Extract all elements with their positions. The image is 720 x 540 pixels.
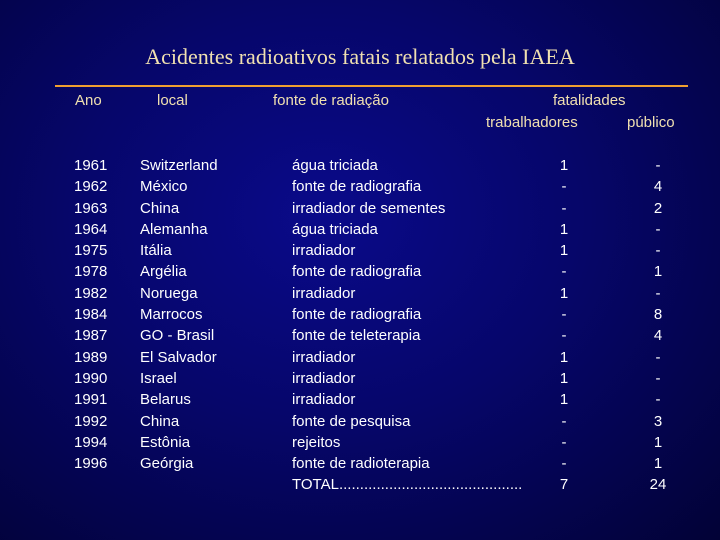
cell-publico: 4 bbox=[653, 178, 663, 196]
cell-local: Estônia bbox=[140, 433, 191, 451]
header-local: local bbox=[157, 92, 188, 109]
cell-local: China bbox=[140, 412, 180, 430]
cell-publico: - bbox=[655, 284, 661, 302]
cell-local: Noruega bbox=[140, 284, 198, 302]
cell-ano: 1989 bbox=[74, 348, 108, 366]
cell-publico: 8 bbox=[653, 306, 663, 324]
cell-trabalhadores: - bbox=[561, 306, 567, 324]
cell-ano: 1961 bbox=[74, 157, 108, 174]
cell-local: Switzerland bbox=[140, 157, 218, 174]
cell-ano: 1996 bbox=[74, 455, 108, 473]
cell-fonte: fonte de radiografia bbox=[292, 263, 422, 281]
cell-publico: 4 bbox=[653, 327, 663, 345]
cell-trabalhadores: 1 bbox=[559, 157, 569, 174]
cell-fonte: fonte de radioterapia bbox=[292, 455, 430, 473]
cell-local: China bbox=[140, 199, 180, 217]
cell-ano: 1964 bbox=[74, 220, 108, 238]
cell-publico: - bbox=[655, 369, 661, 387]
cell-ano: 1987 bbox=[74, 327, 108, 345]
cell-publico: - bbox=[655, 220, 661, 238]
cell-ano: 1978 bbox=[74, 263, 108, 281]
cell-local: Marrocos bbox=[140, 306, 203, 324]
cell-ano: 1992 bbox=[74, 412, 108, 430]
cell-trabalhadores: 1 bbox=[559, 242, 569, 260]
total-trabalhadores: 7 bbox=[559, 476, 569, 494]
cell-ano: 1962 bbox=[74, 178, 108, 196]
title-underline bbox=[55, 85, 688, 87]
cell-trabalhadores: - bbox=[561, 263, 567, 281]
cell-trabalhadores: 1 bbox=[559, 391, 569, 409]
cell-fonte: irradiador bbox=[292, 348, 356, 366]
cell-fonte: irradiador bbox=[292, 369, 356, 387]
cell-ano: 1975 bbox=[74, 242, 108, 260]
cell-trabalhadores: 1 bbox=[559, 220, 569, 238]
total-label: TOTAL............................................ bbox=[292, 476, 523, 494]
cell-trabalhadores: - bbox=[561, 455, 567, 473]
cell-fonte: fonte de radiografia bbox=[292, 178, 422, 196]
cell-ano: 1994 bbox=[74, 433, 108, 451]
column-trabalhadores bbox=[552, 155, 576, 496]
cell-fonte: fonte de radiografia bbox=[292, 306, 422, 324]
cell-local: Belarus bbox=[140, 391, 191, 409]
cell-publico: 1 bbox=[653, 433, 663, 451]
column-fonte bbox=[292, 155, 522, 496]
cell-trabalhadores: - bbox=[561, 178, 567, 196]
cell-local: GO - Brasil bbox=[140, 327, 215, 345]
slide-title: Acidentes radioativos fatais relatados pela IAEA bbox=[145, 44, 575, 69]
cell-publico: - bbox=[655, 242, 661, 260]
cell-fonte: fonte de teleterapia bbox=[292, 327, 421, 345]
cell-fonte: irradiador de sementes bbox=[292, 199, 446, 217]
header-fatalidades: fatalidades bbox=[553, 92, 626, 109]
cell-publico: 3 bbox=[653, 412, 663, 430]
cell-fonte: irradiador bbox=[292, 391, 356, 409]
column-publico bbox=[646, 155, 670, 496]
column-ano bbox=[74, 155, 107, 474]
cell-local: México bbox=[140, 178, 188, 196]
header-trabalhadores: trabalhadores bbox=[486, 114, 578, 131]
cell-trabalhadores: - bbox=[561, 433, 567, 451]
total-publico: 24 bbox=[649, 476, 667, 494]
cell-trabalhadores: - bbox=[561, 327, 567, 345]
cell-ano: 1991 bbox=[74, 391, 108, 409]
cell-fonte: irradiador bbox=[292, 242, 356, 260]
cell-local: Argélia bbox=[140, 263, 187, 281]
cell-trabalhadores: 1 bbox=[559, 348, 569, 366]
cell-trabalhadores: - bbox=[561, 412, 567, 430]
cell-local: Itália bbox=[140, 242, 172, 260]
cell-local: Geórgia bbox=[140, 455, 194, 473]
header-fonte: fonte de radiação bbox=[273, 92, 389, 109]
cell-trabalhadores: - bbox=[561, 199, 567, 217]
cell-fonte: água triciada bbox=[292, 220, 378, 238]
cell-trabalhadores: 1 bbox=[559, 284, 569, 302]
cell-local: El Salvador bbox=[140, 348, 217, 366]
cell-fonte: rejeitos bbox=[292, 433, 341, 451]
cell-publico: 1 bbox=[653, 455, 663, 473]
cell-local: Israel bbox=[140, 369, 177, 387]
header-publico: público bbox=[627, 114, 675, 131]
cell-ano: 1990 bbox=[74, 369, 108, 387]
cell-fonte: fonte de pesquisa bbox=[292, 412, 411, 430]
cell-ano: 1984 bbox=[74, 306, 108, 324]
column-local bbox=[140, 155, 218, 474]
cell-publico: - bbox=[655, 157, 661, 174]
cell-publico: 2 bbox=[653, 199, 663, 217]
cell-ano: 1982 bbox=[74, 284, 108, 302]
header-ano: Ano bbox=[75, 92, 102, 109]
cell-publico: - bbox=[655, 348, 661, 366]
cell-trabalhadores: 1 bbox=[559, 369, 569, 387]
cell-ano: 1963 bbox=[74, 199, 108, 217]
cell-fonte: água triciada bbox=[292, 157, 378, 174]
cell-fonte: irradiador bbox=[292, 284, 356, 302]
cell-publico: 1 bbox=[653, 263, 663, 281]
cell-local: Alemanha bbox=[140, 220, 208, 238]
cell-publico: - bbox=[655, 391, 661, 409]
